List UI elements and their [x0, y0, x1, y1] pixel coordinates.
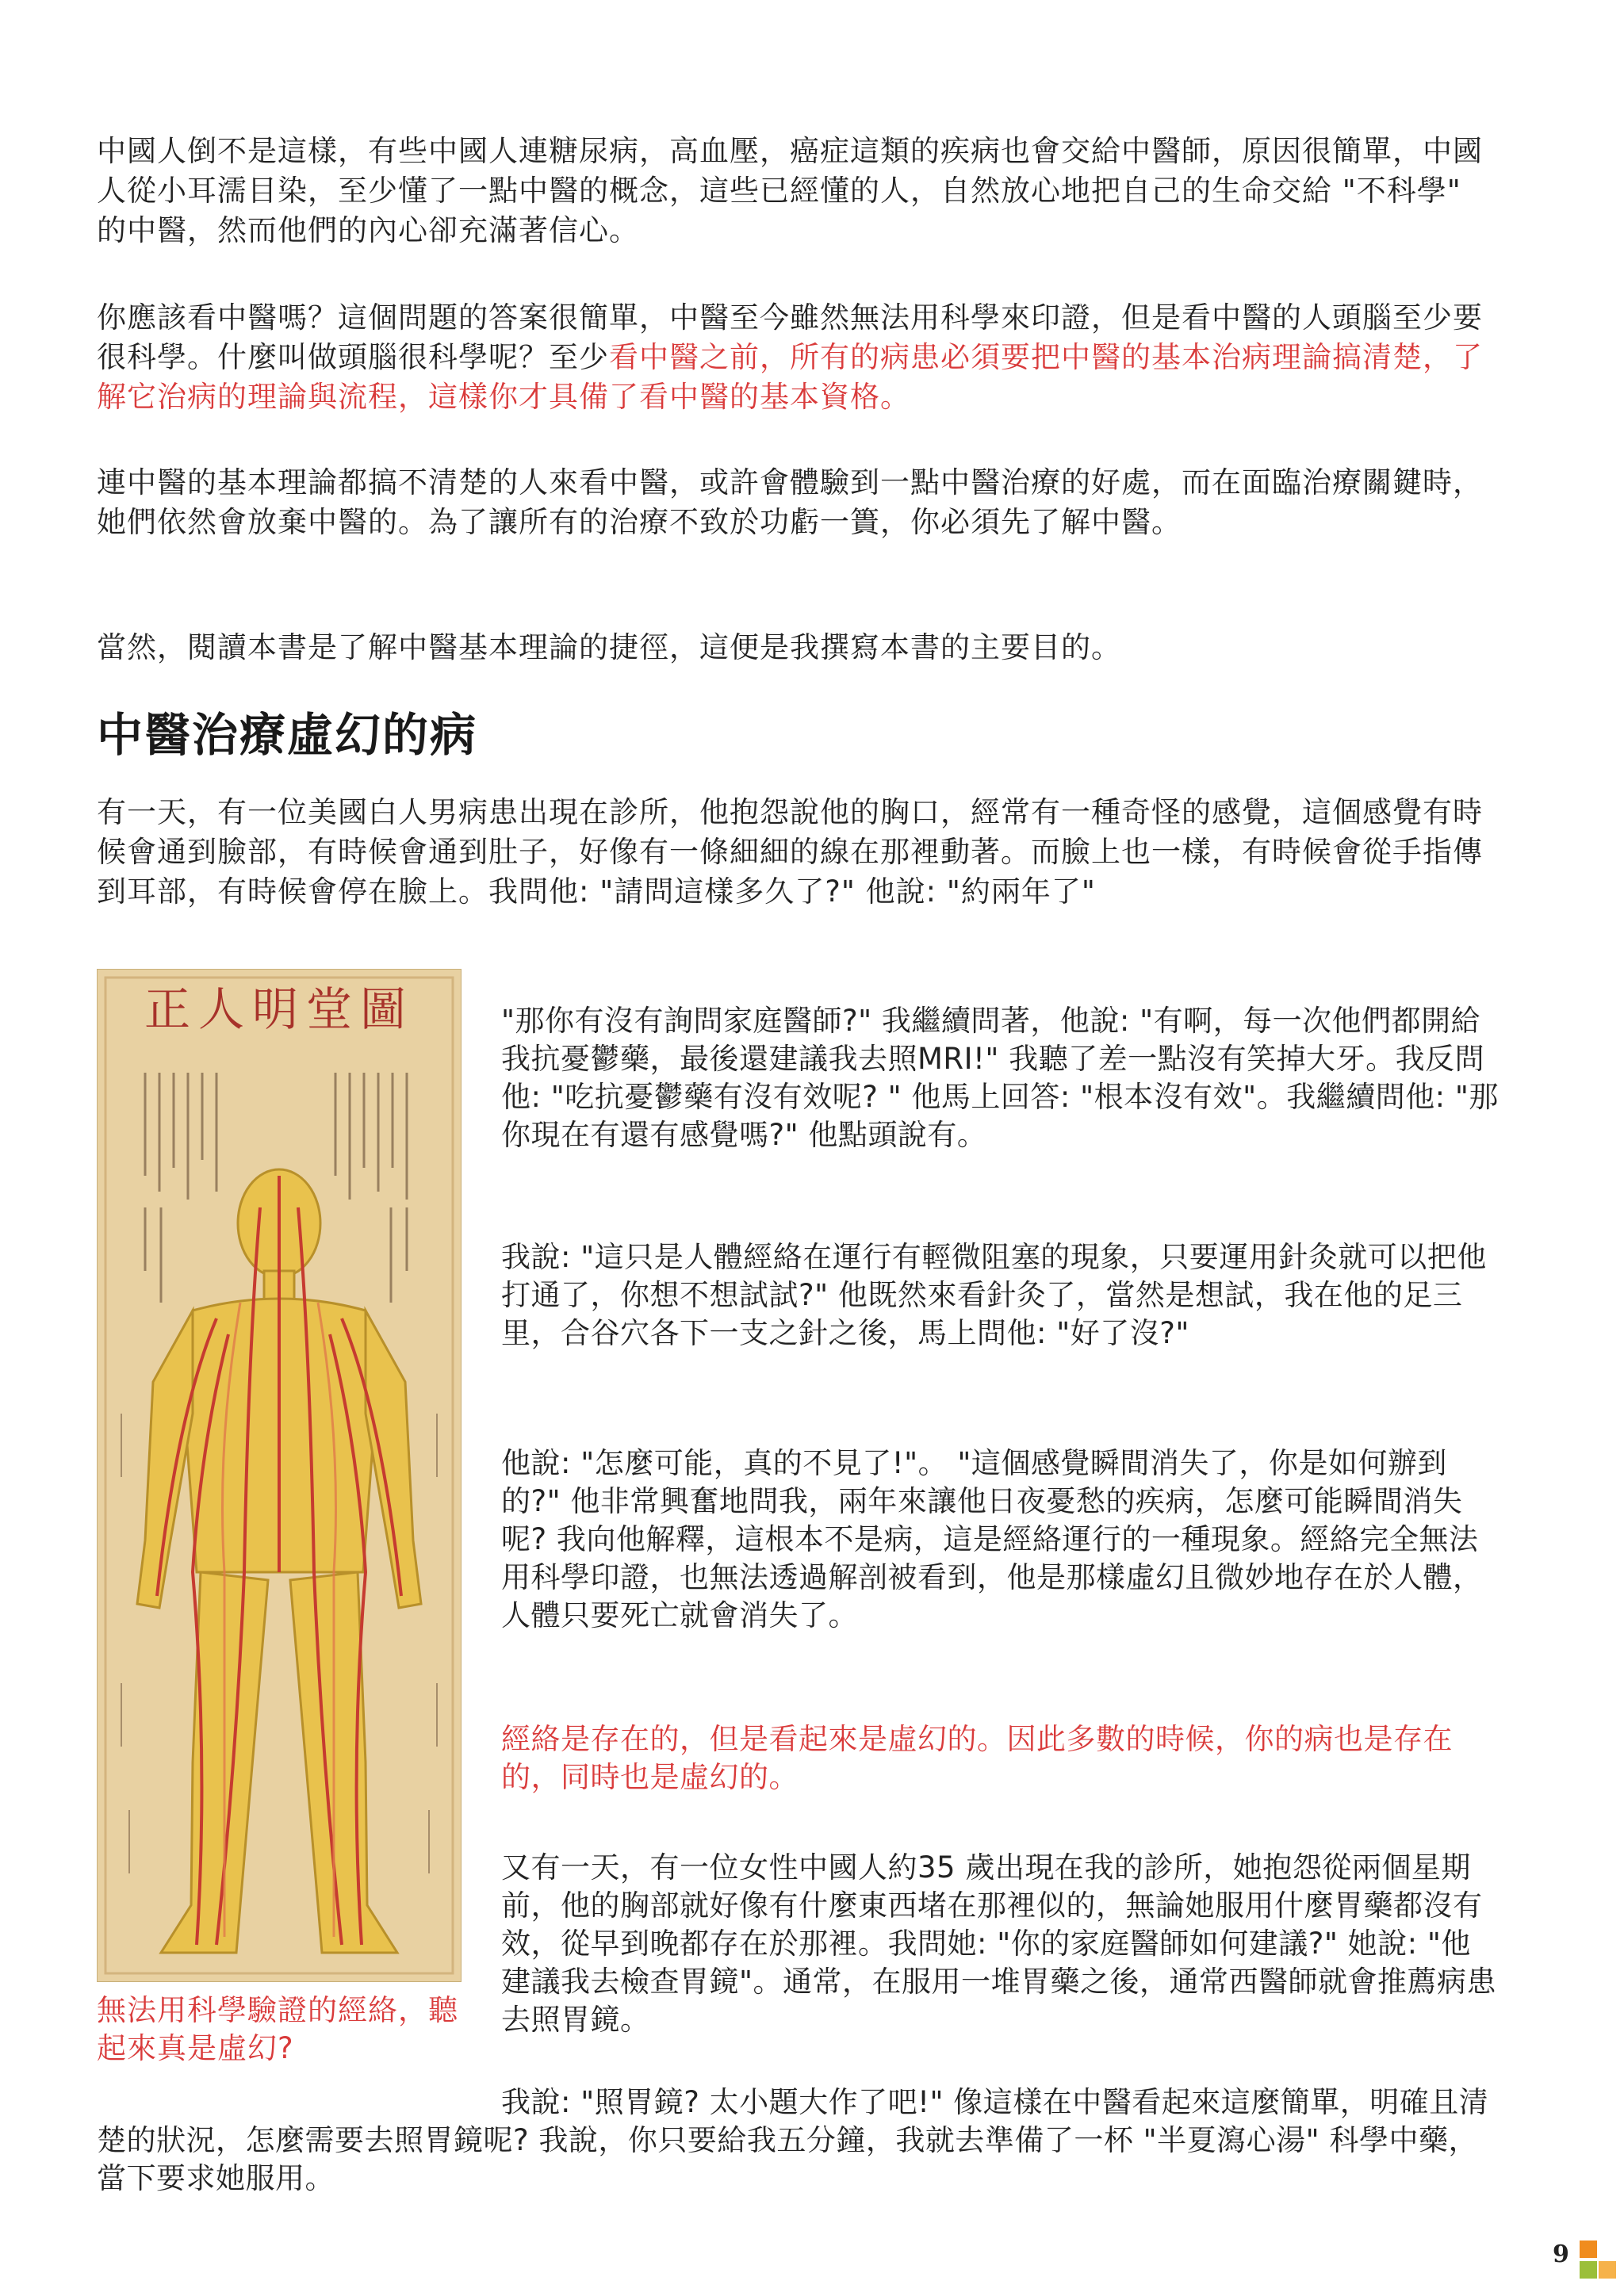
paragraph-3: 連中醫的基本理論都搞不清楚的人來看中醫，或許會體驗到一點中醫治療的好處，而在面臨治療關鍵時，她們依然會放棄中醫的。為了讓所有的治療不致於功虧一簣，你必須先了解中醫。	[97, 465, 1483, 539]
dialog-paragraph-1: "那你有沒有詢問家庭醫師?" 我繼續問著，他說: "有啊，每一次他們都開給我抗憂鬱藥，最後還建議我去照MRI!" 我聽了差一點沒有笑掉大牙。我反問他: "吃抗憂鬱藥有沒有效呢? " 他馬上回答: "根本沒有效"。我繼續問他: "那你現在有還有感覺嗎?" 他點頭說有。	[501, 1004, 1499, 1152]
dialog-paragraph-5: 又有一天，有一位女性中國人約35 歲出現在我的診所，她抱怨從兩個星期前，他的胸部就好像有什麼東西堵在那裡似的，無論她服用什麼胃藥都沒有效，從早到晚都存在於那裡。我問她: "你的家庭醫師如何建議?" 她說: "他建議我去檢查胃鏡"。通常，在服用一堆胃藥之後，通常西醫師就會推薦病患去照胃鏡。	[501, 1850, 1497, 2037]
accent-square-green	[1580, 2261, 1597, 2279]
dialog-paragraph-2: 我說: "這只是人體經絡在運行有輕微阻塞的現象，只要運用針灸就可以把他打通了，你想不想試試?" 他既然來看針灸了，當然是想試，我在他的足三里，合谷穴各下一支之針之後，馬上問他: "好了沒?"	[501, 1240, 1487, 1350]
section-intro: 有一天，有一位美國白人男病患出現在診所，他抱怨說他的胸口，經常有一種奇怪的感覺，這個感覺有時候會通到臉部，有時候會通到肚子，好像有一條細細的線在那裡動著。而臉上也一樣，有時候會從手指傳到耳部，有時候會停在臉上。我問他: "請問這樣多久了?" 他說: "約兩年了"	[97, 795, 1483, 909]
accent-square-orange	[1580, 2241, 1597, 2258]
paragraph-2	[97, 298, 1500, 417]
section-title: 中醫治療虛幻的病	[97, 708, 478, 762]
highlight-paragraph: 經絡是存在的，但是看起來是虛幻的。因此多數的時候，你的病也是存在的，同時也是虛幻的。	[501, 1722, 1453, 1794]
page-number: 9	[1553, 2241, 1569, 2268]
scroll-title: 正人明堂圖	[144, 982, 415, 1036]
paragraph-1: 中國人倒不是這樣，有些中國人連糖尿病，高血壓，癌症這類的疾病也會交給中醫師，原因很簡單，中國人從小耳濡目染，至少懂了一點中醫的概念，這些已經懂的人，自然放心地把自己的生命交給 "不科學" 的中醫，然而他們的內心卻充滿著信心。	[97, 134, 1483, 247]
figure-caption: 無法用科學驗證的經絡，聽起來真是虛幻?	[97, 1993, 458, 2065]
paragraph-2-highlight: 看中醫之前，所有的病患必須要把中醫的基本治病理論搞清楚，了解它治病的理論與流程，這樣你才具備了看中醫的基本資格。	[97, 340, 1483, 414]
paragraph-4: 當然，閱讀本書是了解中醫基本理論的捷徑，這便是我撰寫本書的主要目的。	[97, 630, 1121, 664]
paragraph-2-text: 你應該看中醫嗎？這個問題的答案很簡單，中醫至今雖然無法用科學來印證，但是看中醫的人頭腦至少要很科學。什麼叫做頭腦很科學呢？至少	[97, 300, 1483, 374]
accent-square-yellow	[1599, 2261, 1616, 2279]
meridian-figure-drawing	[98, 970, 461, 1981]
dialog-paragraph-6: 我說: "照胃鏡? 太小題大作了吧!" 像這樣在中醫看起來這麼簡單，明確且清楚的狀況，怎麼需要去照胃鏡呢? 我說，你只要給我五分鐘，我就去準備了一杯 "半夏瀉心湯" 科學中藥，當下要求她服用。	[97, 2085, 1489, 2195]
dialog-paragraph-3: 他說: "怎麼可能，真的不見了!"。 "這個感覺瞬間消失了，你是如何辦到的?" 他非常興奮地問我，兩年來讓他日夜憂愁的疾病，怎麼可能瞬間消失呢? 我向他解釋，這根本不是病，這是經絡運行的一種現象。經絡完全無法用科學印證，也無法透過解剖被看到，他是那樣虛幻且微妙地存在於人體，人體只要死亡就會消失了。	[501, 1446, 1483, 1632]
meridian-chart-image	[97, 969, 462, 1982]
